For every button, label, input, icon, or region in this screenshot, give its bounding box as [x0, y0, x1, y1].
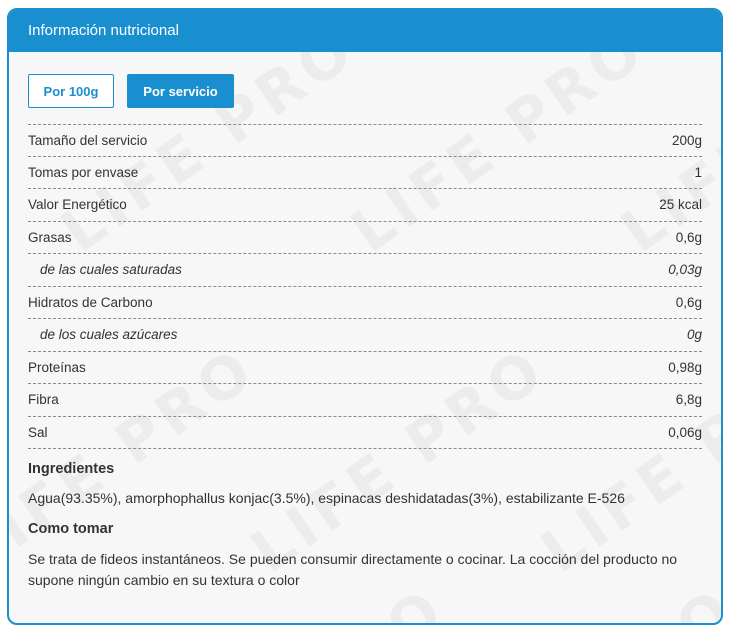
- nutrition-row: [28, 254, 702, 287]
- ingredients-title: Ingredientes: [28, 461, 115, 477]
- how-to-take-text: Se trata de fideos instantáneos. Se pueden consumir directamente o cocinar. La cocción del producto no supone ningún cambio en su textura o color: [28, 551, 678, 588]
- nutrition-value: 0,6g: [675, 294, 702, 310]
- nutrition-table: [28, 124, 702, 449]
- panel-header: [9, 10, 721, 52]
- panel-content: [9, 52, 721, 591]
- nutrition-row: [28, 157, 702, 190]
- nutrition-row: [28, 352, 702, 385]
- nutrition-label: Grasas: [28, 229, 72, 245]
- nutrition-row: [28, 222, 702, 255]
- ingredients-text: Agua(93.35%), amorphophallus konjac(3.5%), espinacas deshidatadas(3%), estabilizante E-526: [28, 490, 625, 506]
- nutrition-row: [28, 417, 702, 450]
- nutrition-label: Tomas por envase: [28, 164, 139, 180]
- nutrition-value: 1: [694, 164, 702, 180]
- nutrition-row: [28, 319, 702, 352]
- nutrition-value: 0,98g: [668, 359, 702, 375]
- per-serving-button[interactable]: Por servicio: [127, 74, 234, 108]
- nutrition-label: Sal: [28, 424, 48, 440]
- nutrition-value: 200g: [671, 132, 702, 148]
- nutrition-row: [28, 124, 702, 157]
- nutrition-label: Fibra: [28, 392, 59, 408]
- nutrition-value: 0,06g: [668, 424, 702, 440]
- per-100g-button[interactable]: Por 100g: [28, 74, 114, 108]
- nutrition-value: 0,03g: [668, 262, 702, 278]
- nutrition-label: Hidratos de Carbono: [28, 294, 153, 310]
- nutrition-row: [28, 287, 702, 320]
- nutrition-row: [28, 189, 702, 222]
- nutrition-row: [28, 384, 702, 417]
- nutrition-label: de los cuales azúcares: [40, 327, 178, 343]
- nutrition-label: Proteínas: [28, 359, 86, 375]
- nutrition-value: 6,8g: [675, 392, 702, 408]
- nutrition-value: 0g: [686, 327, 702, 343]
- nutrition-label: Valor Energético: [28, 197, 127, 213]
- unit-toggle-group: [28, 52, 702, 110]
- nutrition-info-panel: [7, 8, 723, 625]
- nutrition-label: de las cuales saturadas: [40, 262, 182, 278]
- panel-title: Información nutricional: [28, 22, 179, 39]
- nutrition-value: 25 kcal: [659, 197, 702, 213]
- how-to-take-title: Como tomar: [28, 521, 114, 537]
- nutrition-value: 0,6g: [675, 229, 702, 245]
- nutrition-label: Tamaño del servicio: [28, 132, 148, 148]
